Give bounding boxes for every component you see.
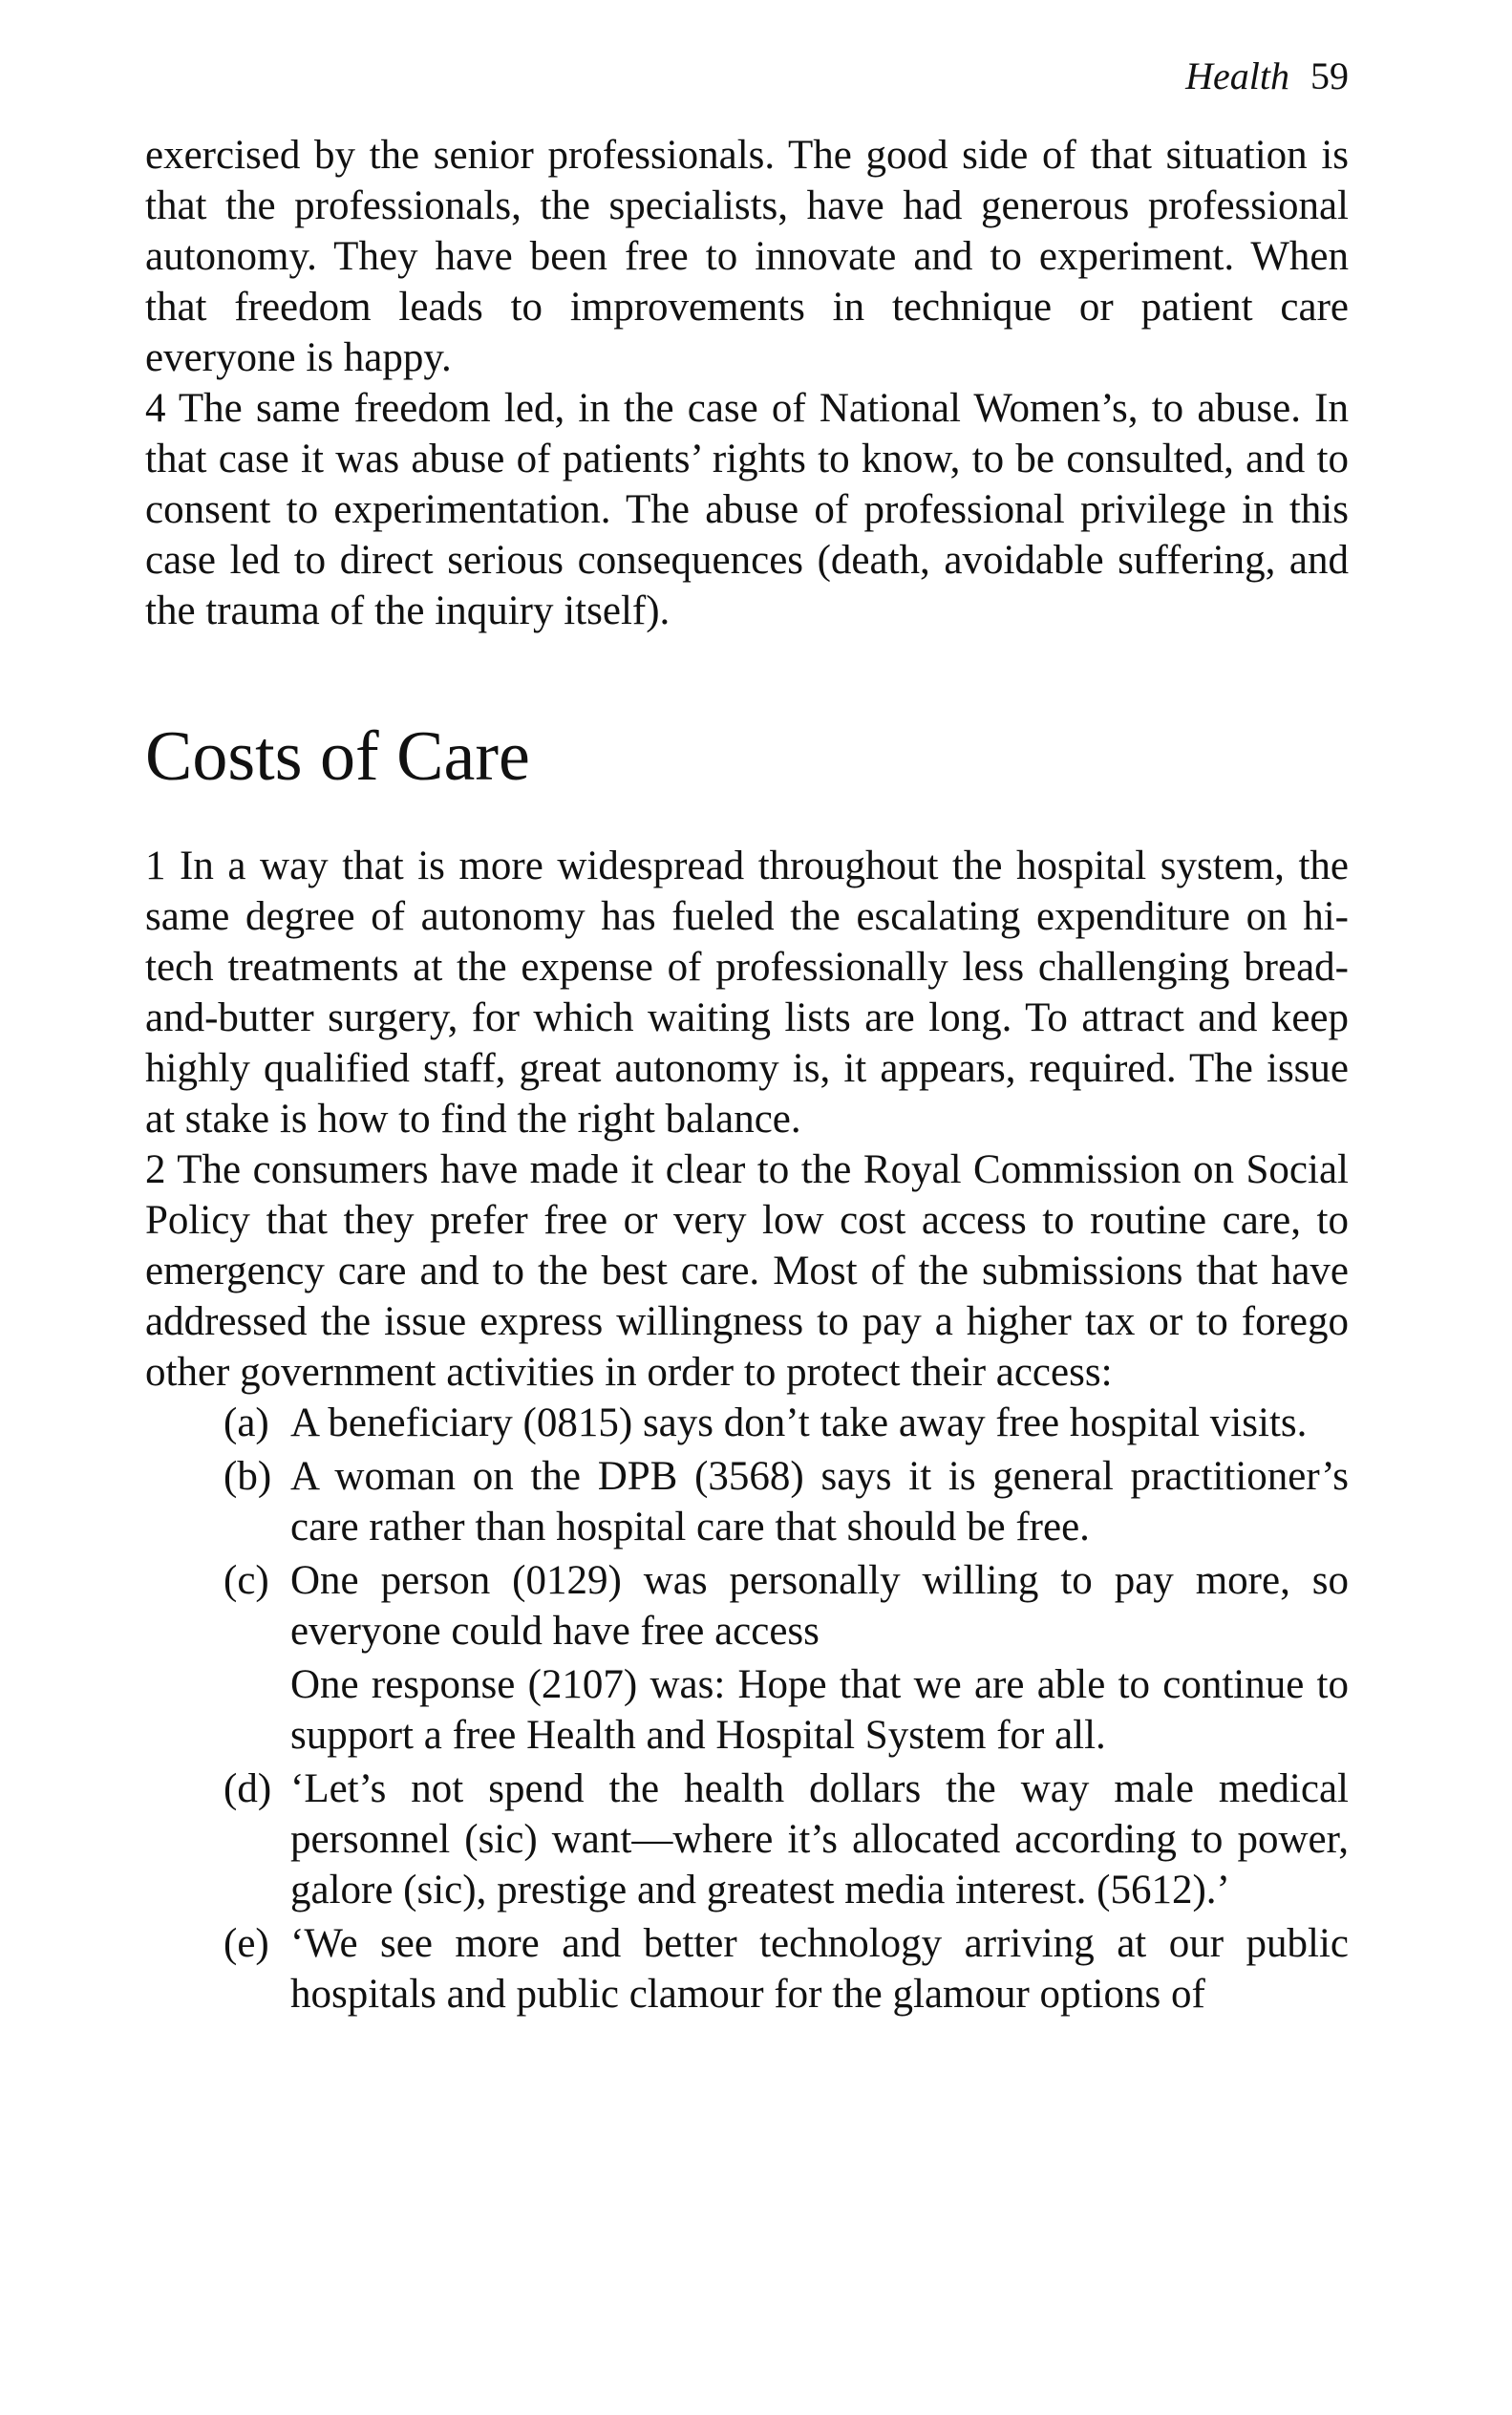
list-item-text: One person (0129) was personally willing to pay more, so everyone could have free access <box>290 1558 1349 1654</box>
list-item <box>145 1918 1349 2020</box>
list-item-extra-text: One response (2107) was: Hope that we are able to continue to support a free Health and Hospital System for all. <box>290 1662 1349 1758</box>
list-item-text: A beneficiary (0815) says don’t take away free hospital visits. <box>290 1400 1308 1445</box>
submission-list <box>145 1398 1349 2020</box>
list-marker: (c) <box>224 1558 269 1603</box>
list-marker: (a) <box>224 1400 269 1445</box>
body-text <box>145 130 1349 2020</box>
list-item <box>145 1451 1349 1552</box>
section-heading: Costs of Care <box>145 717 530 796</box>
list-item <box>145 1398 1349 1448</box>
spacer <box>145 636 1349 715</box>
list-item-text: ‘We see more and better technology arriving at our public hospitals and public clamour for the glamour options of <box>290 1921 1349 2017</box>
list-marker: (d) <box>224 1766 272 1811</box>
page-number: 59 <box>1310 54 1349 97</box>
list-item <box>145 1763 1349 1915</box>
spacer <box>145 799 1349 841</box>
paragraph-continued: exercised by the senior professionals. The good side of that situation is that the professionals, the specialists, have had generous professional autonomy. They have been free to innovate and to experiment. When that freedom leads to improvements in technique or patient care everyone is happy. <box>145 133 1349 380</box>
running-head-title: Health <box>1185 54 1289 97</box>
paragraph-4: 4 The same freedom led, in the case of National Women’s, to abuse. In that case it was abuse of patients’ rights to know, to be consulted, and to consent to experimentation. The abuse of professional privilege in this case led to direct serious consequences (death, avoidable suffering, and the trauma of the inquiry itself). <box>145 386 1349 633</box>
paragraph-1: 1 In a way that is more widespread throughout the hospital system, the same degree of autonomy has fueled the escalating expenditure on hi-tech treatments at the expense of professionally less challenging bread-and-butter surgery, for which waiting lists are long. To attract and keep highly qualified staff, great autonomy is, it appears, required. The issue at stake is how to find the right balance. <box>145 844 1349 1142</box>
book-page <box>145 0 1349 2415</box>
paragraph-2: 2 The consumers have made it clear to the Royal Commission on Social Policy that they prefer free or very low cost access to routine care, to emergency care and to the best care. Most of the submissions that have addressed the issue express willingness to pay a higher tax or to forego other government activities in order to protect their access: <box>145 1147 1349 1395</box>
list-marker: (e) <box>224 1921 269 1966</box>
list-marker: (b) <box>224 1454 272 1499</box>
list-item-text: A woman on the DPB (3568) says it is general practitioner’s care rather than hospital care that should be free. <box>290 1454 1349 1549</box>
list-item-text: ‘Let’s not spend the health dollars the way male medical personnel (sic) want—where it’s allocated according to power, galore (sic), prestige and greatest media interest. (5612).’ <box>290 1766 1349 1913</box>
running-head <box>1185 46 1349 107</box>
list-item <box>145 1555 1349 1761</box>
